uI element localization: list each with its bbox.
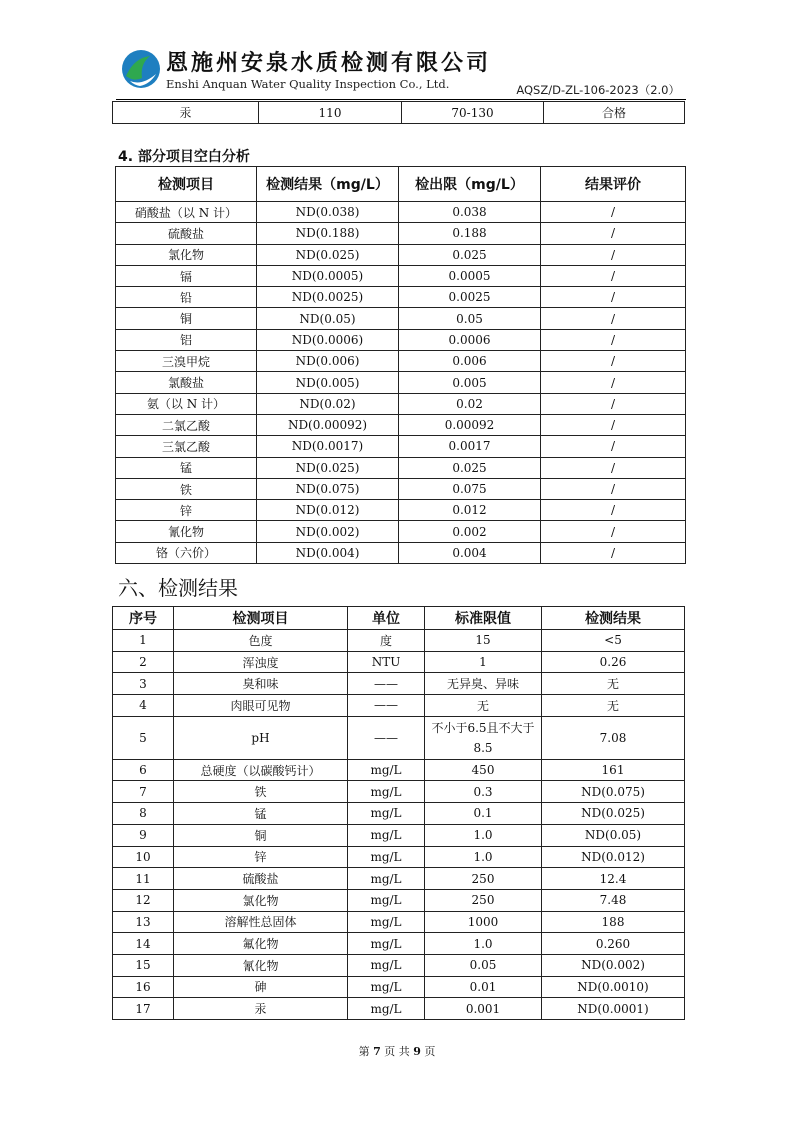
table-cell: 1.0 [425, 933, 542, 955]
table-cell: ND(0.0017) [257, 436, 399, 457]
table-cell: 2 [113, 651, 174, 673]
table-header-row [113, 607, 685, 630]
table-cell: 0.005 [399, 372, 541, 393]
table-row [116, 521, 686, 542]
table-cell: 250 [425, 889, 542, 911]
table-cell: / [541, 244, 686, 265]
table-cell: 无异臭、异味 [425, 673, 542, 695]
column-header: 序号 [113, 607, 174, 630]
table-cell: 硫酸盐 [174, 868, 348, 890]
table-row [116, 414, 686, 435]
table-cell: 无 [542, 695, 685, 717]
table-cell: 铬（六价） [116, 542, 257, 563]
table-cell: ND(0.012) [257, 500, 399, 521]
table-cell: 450 [425, 759, 542, 781]
table-row [113, 673, 685, 695]
table-row [116, 457, 686, 478]
table-cell: 15 [425, 630, 542, 652]
table-cell: 11 [113, 868, 174, 890]
table-cell: 15 [113, 954, 174, 976]
table-cell: 合格 [544, 102, 685, 124]
table-cell: 7 [113, 781, 174, 803]
table-cell: 铜 [116, 308, 257, 329]
table-cell: ND(0.025) [257, 244, 399, 265]
table-row [113, 695, 685, 717]
table-row [113, 803, 685, 825]
table-row [113, 868, 685, 890]
table-cell: ND(0.075) [542, 781, 685, 803]
table-cell: ND(0.00092) [257, 414, 399, 435]
table-cell: 0.025 [399, 457, 541, 478]
table-cell: 铁 [116, 478, 257, 499]
section-6-title: 六、检测结果 [118, 576, 238, 600]
table-cell: 250 [425, 868, 542, 890]
table-cell: 氯化物 [116, 244, 257, 265]
table-cell: 度 [348, 630, 425, 652]
table-cell: 70-130 [402, 102, 544, 124]
document-code: AQSZ/D-ZL-106-2023（2.0） [516, 83, 680, 97]
table-row [113, 651, 685, 673]
table-row [116, 202, 686, 223]
table-cell: —— [348, 695, 425, 717]
page-header [118, 44, 688, 102]
table-row [116, 287, 686, 308]
table-cell: 三溴甲烷 [116, 351, 257, 372]
table-cell: ND(0.075) [257, 478, 399, 499]
table-cell: pH [174, 716, 348, 759]
table-cell: 1 [113, 630, 174, 652]
blank-analysis-table [115, 166, 686, 564]
table-row [116, 500, 686, 521]
previous-table-continuation [112, 101, 685, 124]
table-cell: 1000 [425, 911, 542, 933]
table-cell: 6 [113, 759, 174, 781]
table-cell: 0.1 [425, 803, 542, 825]
footer-total-pages: 9 [413, 1045, 421, 1058]
table-cell: 0.0006 [399, 329, 541, 350]
table-cell: / [541, 329, 686, 350]
table-cell: 161 [542, 759, 685, 781]
company-logo-icon [120, 48, 162, 90]
table-cell: 0.025 [399, 244, 541, 265]
table-cell: ND(0.02) [257, 393, 399, 414]
footer-mid: 页 共 [384, 1045, 410, 1058]
table-cell: ND(0.05) [257, 308, 399, 329]
table-row [113, 781, 685, 803]
table-cell: / [541, 500, 686, 521]
table-cell: —— [348, 673, 425, 695]
company-name-cn: 恩施州安泉水质检测有限公司 [166, 51, 492, 76]
table-cell: / [541, 478, 686, 499]
table-cell: mg/L [348, 911, 425, 933]
table-cell: 0.02 [399, 393, 541, 414]
table-header-row [116, 167, 686, 202]
table-cell: / [541, 372, 686, 393]
table-cell: 汞 [174, 998, 348, 1020]
table-cell: 砷 [174, 976, 348, 998]
table-row [116, 542, 686, 563]
table-cell: mg/L [348, 868, 425, 890]
table-cell: 二氯乙酸 [116, 414, 257, 435]
table-row [113, 824, 685, 846]
table-cell: 110 [259, 102, 402, 124]
table-row [113, 933, 685, 955]
table-cell: ND(0.0025) [257, 287, 399, 308]
table-cell: 锰 [174, 803, 348, 825]
table-cell: / [541, 351, 686, 372]
table-cell: 氨（以 N 计） [116, 393, 257, 414]
table-cell: ND(0.0005) [257, 265, 399, 286]
column-header: 检测结果 [542, 607, 685, 630]
table-row [116, 351, 686, 372]
table-cell: mg/L [348, 998, 425, 1020]
column-header: 检出限（mg/L） [399, 167, 541, 202]
table-cell: 1.0 [425, 824, 542, 846]
column-header: 结果评价 [541, 167, 686, 202]
table-cell: 氯酸盐 [116, 372, 257, 393]
table-row [116, 329, 686, 350]
table-cell: 色度 [174, 630, 348, 652]
table-row [116, 436, 686, 457]
table-cell: / [541, 393, 686, 414]
table-cell: 铁 [174, 781, 348, 803]
table-cell: 肉眼可见物 [174, 695, 348, 717]
table-cell: ND(0.005) [257, 372, 399, 393]
table-cell: mg/L [348, 803, 425, 825]
table-cell: / [541, 308, 686, 329]
company-name-en: Enshi Anquan Water Quality Inspection Co., Ltd. [166, 77, 450, 91]
footer-page-number: 7 [373, 1045, 381, 1058]
column-header: 标准限值 [425, 607, 542, 630]
table-cell: 0.05 [399, 308, 541, 329]
table-cell: 7.48 [542, 889, 685, 911]
table-cell: 12.4 [542, 868, 685, 890]
table-cell: 0.006 [399, 351, 541, 372]
column-header: 检测项目 [116, 167, 257, 202]
table-row [116, 244, 686, 265]
table-row [113, 976, 685, 998]
page-footer [0, 1043, 794, 1059]
table-cell: ND(0.002) [257, 521, 399, 542]
table-row [113, 846, 685, 868]
table-cell: 锌 [174, 846, 348, 868]
table-cell: 三氯乙酸 [116, 436, 257, 457]
table-cell: 0.0005 [399, 265, 541, 286]
table-cell: 8 [113, 803, 174, 825]
table-cell: mg/L [348, 976, 425, 998]
column-header: 检测结果（mg/L） [257, 167, 399, 202]
table-row [113, 889, 685, 911]
table-cell: / [541, 223, 686, 244]
table-cell: 1.0 [425, 846, 542, 868]
table-cell: / [541, 265, 686, 286]
header-divider [116, 99, 686, 100]
table-cell: —— [348, 716, 425, 759]
table-cell: 16 [113, 976, 174, 998]
table-cell: 0.3 [425, 781, 542, 803]
table-cell: 9 [113, 824, 174, 846]
table-cell: 10 [113, 846, 174, 868]
table-cell: mg/L [348, 954, 425, 976]
table-cell: 5 [113, 716, 174, 759]
table-row [113, 954, 685, 976]
section-4-title: 4. 部分项目空白分析 [118, 149, 250, 165]
table-cell: 硝酸盐（以 N 计） [116, 202, 257, 223]
table-cell: 0.075 [399, 478, 541, 499]
table-row [113, 716, 685, 759]
table-cell: 氰化物 [174, 954, 348, 976]
table-cell: 3 [113, 673, 174, 695]
table-cell: 无 [542, 673, 685, 695]
table-cell: 铅 [116, 287, 257, 308]
table-cell: 0.038 [399, 202, 541, 223]
table-cell: 1 [425, 651, 542, 673]
table-row [113, 759, 685, 781]
table-cell: 0.0025 [399, 287, 541, 308]
table-row [116, 478, 686, 499]
table-cell: ND(0.05) [542, 824, 685, 846]
table-cell: mg/L [348, 759, 425, 781]
table-row [113, 630, 685, 652]
table-cell: ND(0.038) [257, 202, 399, 223]
table-cell: <5 [542, 630, 685, 652]
table-cell: 硫酸盐 [116, 223, 257, 244]
table-cell: 无 [425, 695, 542, 717]
table-cell: / [541, 436, 686, 457]
column-header: 单位 [348, 607, 425, 630]
table-row [116, 372, 686, 393]
table-cell: ND(0.025) [542, 803, 685, 825]
table-cell: ND(0.004) [257, 542, 399, 563]
table-cell: / [541, 457, 686, 478]
table-row [113, 102, 685, 124]
table-cell: 0.00092 [399, 414, 541, 435]
table-cell: 14 [113, 933, 174, 955]
table-cell: / [541, 414, 686, 435]
table-cell: 0.0017 [399, 436, 541, 457]
table-cell: 0.004 [399, 542, 541, 563]
table-cell: 17 [113, 998, 174, 1020]
table-cell: ND(0.012) [542, 846, 685, 868]
table-cell: 汞 [113, 102, 259, 124]
table-cell: mg/L [348, 933, 425, 955]
table-row [113, 998, 685, 1020]
table-cell: ND(0.002) [542, 954, 685, 976]
table-cell: ND(0.025) [257, 457, 399, 478]
table-cell: 0.26 [542, 651, 685, 673]
table-cell: ND(0.006) [257, 351, 399, 372]
table-cell: 总硬度（以碳酸钙计） [174, 759, 348, 781]
table-cell: 0.188 [399, 223, 541, 244]
table-cell: 氟化物 [174, 933, 348, 955]
table-cell: 不小于6.5且不大于8.5 [425, 716, 542, 759]
table-cell: ND(0.188) [257, 223, 399, 244]
test-results-table [112, 606, 685, 1020]
table-cell: 0.01 [425, 976, 542, 998]
table-cell: 0.260 [542, 933, 685, 955]
table-row [116, 265, 686, 286]
table-cell: 0.001 [425, 998, 542, 1020]
table-cell: ND(0.0001) [542, 998, 685, 1020]
table-cell: 铝 [116, 329, 257, 350]
table-row [116, 223, 686, 244]
footer-prefix: 第 [358, 1045, 370, 1058]
table-cell: 浑浊度 [174, 651, 348, 673]
table-cell: ND(0.0010) [542, 976, 685, 998]
table-cell: 锰 [116, 457, 257, 478]
table-cell: 13 [113, 911, 174, 933]
table-cell: / [541, 202, 686, 223]
table-cell: mg/L [348, 824, 425, 846]
table-cell: / [541, 287, 686, 308]
table-cell: mg/L [348, 781, 425, 803]
table-cell: ND(0.0006) [257, 329, 399, 350]
table-cell: mg/L [348, 889, 425, 911]
table-cell: 锌 [116, 500, 257, 521]
table-cell: 188 [542, 911, 685, 933]
table-cell: mg/L [348, 846, 425, 868]
table-cell: / [541, 542, 686, 563]
table-cell: 臭和味 [174, 673, 348, 695]
table-row [116, 308, 686, 329]
table-cell: 12 [113, 889, 174, 911]
table-cell: 氰化物 [116, 521, 257, 542]
table-cell: 0.012 [399, 500, 541, 521]
table-row [113, 911, 685, 933]
table-cell: NTU [348, 651, 425, 673]
table-cell: 4 [113, 695, 174, 717]
table-cell: 0.002 [399, 521, 541, 542]
table-cell: 铜 [174, 824, 348, 846]
table-cell: 0.05 [425, 954, 542, 976]
table-cell: 溶解性总固体 [174, 911, 348, 933]
column-header: 检测项目 [174, 607, 348, 630]
table-cell: 镉 [116, 265, 257, 286]
table-row [116, 393, 686, 414]
table-cell: 7.08 [542, 716, 685, 759]
footer-suffix: 页 [424, 1045, 436, 1058]
table-cell: / [541, 521, 686, 542]
table-cell: 氯化物 [174, 889, 348, 911]
